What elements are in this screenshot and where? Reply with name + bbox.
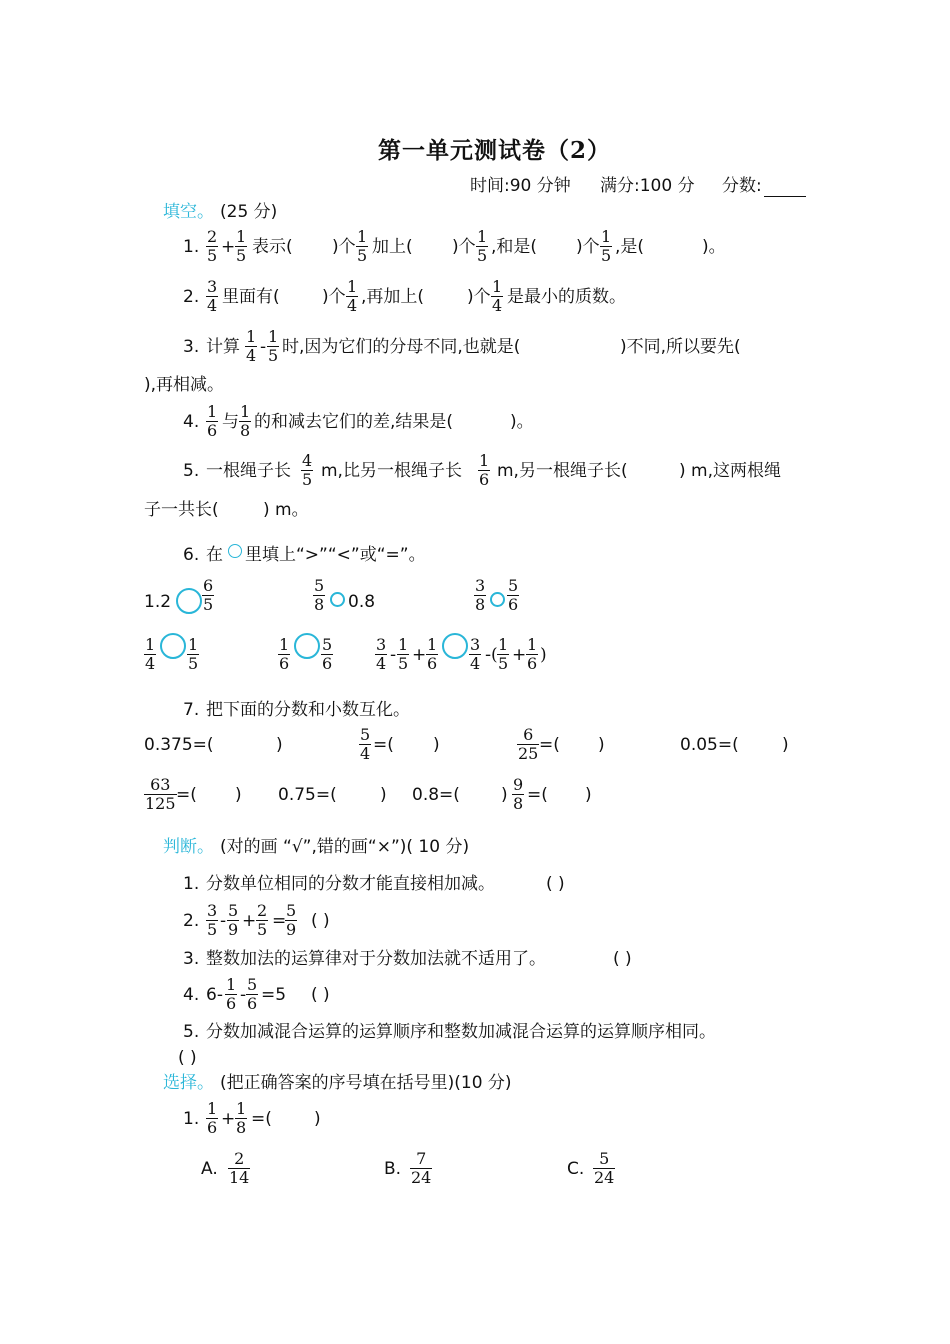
q5-text: 子一共长( — [144, 500, 219, 520]
fraction: $\frac{1}{6}$ — [279, 635, 290, 673]
q3-text: 时,因为它们的分母不同,也就是( — [282, 337, 521, 357]
q3-number: 3. — [183, 337, 200, 357]
fraction: $\frac{3}{4}$ — [470, 635, 481, 673]
plus-sign: + — [242, 911, 257, 931]
compare-circle[interactable] — [442, 633, 468, 659]
convert-item: =( — [527, 785, 548, 805]
convert-item: ) — [235, 785, 242, 805]
q1-text: 加上( — [372, 237, 413, 257]
fraction: $\frac{9}{8}$ — [513, 775, 524, 813]
score-blank[interactable] — [764, 196, 806, 197]
q5-text: ) m,这两根绳 — [679, 461, 781, 481]
q7-number: 7. — [183, 700, 200, 720]
compare-circle[interactable] — [294, 633, 320, 659]
convert-item: ) — [501, 785, 508, 805]
judge-q1-text: 分数单位相同的分数才能直接相加减。 — [206, 874, 495, 894]
judge-q1-number: 1. — [183, 874, 200, 894]
plus-sign: + — [512, 645, 527, 665]
q4-text: 的和减去它们的差,结果是( — [254, 412, 454, 432]
q7-text: 把下面的分数和小数互化。 — [206, 700, 410, 720]
judge-q4-number: 4. — [183, 985, 200, 1005]
q6-number: 6. — [183, 545, 200, 565]
page-title: 第一单元测试卷（2） — [378, 137, 612, 164]
convert-item: ) — [276, 735, 283, 755]
option-a-label[interactable]: A. — [201, 1159, 218, 1179]
q1-text: )个 — [576, 237, 600, 257]
q1-text: )。 — [702, 237, 726, 257]
option-c-label[interactable]: C. — [567, 1159, 585, 1179]
judge-q5-text: 分数加减混合运算的运算顺序和整数加减混合运算的运算顺序相同。 — [206, 1022, 716, 1042]
convert-item: 0.375=( — [144, 735, 214, 755]
q1-text: 表示( — [252, 237, 293, 257]
minus-sign: - — [220, 911, 227, 931]
fraction: $\frac{2}{5}$ — [207, 227, 218, 265]
q3-text: ),再相减。 — [144, 375, 225, 395]
compare-circle[interactable] — [330, 592, 345, 607]
fraction: $\frac{1}{6}$ — [479, 451, 490, 489]
equals-sign: = — [272, 911, 287, 931]
fraction: $\frac{1}{6}$ — [427, 635, 438, 673]
fraction: $\frac{63}{125}$ — [145, 775, 176, 813]
judge-q5-number: 5. — [183, 1022, 200, 1042]
compare-value: 1.2 — [144, 592, 172, 612]
q2-text: ,再加上( — [361, 287, 425, 307]
fraction: $\frac{1}{5}$ — [188, 635, 199, 673]
fraction: $\frac{1}{4}$ — [492, 277, 503, 315]
fraction: $\frac{5}{24}$ — [594, 1149, 615, 1187]
convert-item: =( — [539, 735, 560, 755]
close-paren: ) — [540, 645, 547, 665]
q1-number: 1. — [183, 237, 200, 257]
minus-sign: - — [260, 337, 267, 357]
judge-q2-answer[interactable]: ( ) — [311, 911, 330, 931]
plus-sign: + — [221, 1109, 236, 1129]
compare-circle[interactable] — [490, 592, 505, 607]
fraction: $\frac{1}{8}$ — [240, 402, 251, 440]
judge-q3-text: 整数加法的运算律对于分数加法就不适用了。 — [206, 949, 546, 969]
convert-item: 0.75=( — [278, 785, 337, 805]
fraction: $\frac{5}{6}$ — [247, 975, 258, 1013]
minus-sign: - — [485, 645, 492, 665]
fraction: $\frac{5}{4}$ — [360, 725, 371, 763]
q1-text: ,是( — [615, 237, 645, 257]
choice-q1-number: 1. — [183, 1109, 200, 1129]
fraction: $\frac{5}{6}$ — [322, 635, 333, 673]
fraction: $\frac{3}{8}$ — [475, 576, 486, 614]
fraction: $\frac{1}{6}$ — [207, 402, 218, 440]
convert-item: ) — [433, 735, 440, 755]
fraction: $\frac{1}{5}$ — [398, 635, 409, 673]
convert-item: 0.05=( — [680, 735, 739, 755]
q2-text: 里面有( — [222, 287, 280, 307]
full-marks: 满分:100 分 — [600, 176, 695, 196]
q6-text: 里填上“>”“<”或“=”。 — [245, 545, 426, 565]
fraction: $\frac{1}{6}$ — [207, 1099, 218, 1137]
judge-q4-post: =5 — [261, 985, 287, 1005]
judge-q4-pre: 6- — [206, 985, 223, 1005]
section-judge-heading: 判断。 — [163, 837, 214, 857]
plus-sign: + — [412, 645, 427, 665]
q1-text: ,和是( — [491, 237, 538, 257]
q5-text: m,另一根绳子长( — [497, 461, 628, 481]
q5-text: ) m。 — [263, 500, 309, 520]
fraction: $\frac{1}{5}$ — [357, 227, 368, 265]
judge-q3-answer[interactable]: ( ) — [613, 949, 632, 969]
fraction: $\frac{3}{5}$ — [207, 901, 218, 939]
open-paren: ( — [491, 645, 498, 665]
choice-q1-text: ) — [314, 1109, 321, 1129]
fraction: $\frac{1}{5}$ — [236, 227, 247, 265]
fraction: $\frac{4}{5}$ — [302, 451, 313, 489]
score-label: 分数: — [722, 176, 762, 196]
fraction: $\frac{1}{5}$ — [477, 227, 488, 265]
q2-text: 是最小的质数。 — [507, 287, 626, 307]
fraction: $\frac{1}{4}$ — [145, 635, 156, 673]
convert-item: ) — [585, 785, 592, 805]
q4-number: 4. — [183, 412, 200, 432]
q4-text: 与 — [222, 412, 239, 432]
compare-value: 0.8 — [348, 592, 376, 612]
judge-q2-number: 2. — [183, 911, 200, 931]
convert-item: ) — [380, 785, 387, 805]
q2-text: )个 — [322, 287, 346, 307]
fraction: $\frac{5}{8}$ — [314, 576, 325, 614]
fraction: $\frac{5}{6}$ — [508, 576, 519, 614]
judge-q3-number: 3. — [183, 949, 200, 969]
fraction: $\frac{6}{25}$ — [518, 725, 539, 763]
section-choice-heading: 选择。 — [163, 1073, 214, 1093]
judge-q1-answer[interactable]: ( ) — [546, 874, 565, 894]
judge-q4-answer[interactable]: ( ) — [311, 985, 330, 1005]
section-fill-points: (25 分) — [220, 202, 278, 222]
fraction: $\frac{1}{8}$ — [236, 1099, 247, 1137]
judge-q5-answer[interactable]: ( ) — [178, 1048, 197, 1068]
compare-circle[interactable] — [176, 588, 202, 614]
fraction: $\frac{1}{5}$ — [268, 327, 279, 365]
minus-sign: - — [390, 645, 397, 665]
q1-text: )个 — [452, 237, 476, 257]
fraction: $\frac{3}{4}$ — [207, 277, 218, 315]
option-b-label[interactable]: B. — [384, 1159, 402, 1179]
q1-text: )个 — [332, 237, 356, 257]
convert-item: ) — [598, 735, 605, 755]
convert-item: =( — [176, 785, 197, 805]
compare-circle[interactable] — [160, 633, 186, 659]
q5-text: 一根绳子长 — [206, 461, 291, 481]
convert-item: =( — [373, 735, 394, 755]
fraction: $\frac{1}{4}$ — [246, 327, 257, 365]
fraction: $\frac{3}{4}$ — [376, 635, 387, 673]
section-fill-heading: 填空。 — [163, 202, 214, 222]
q6-text: 在 — [206, 545, 223, 565]
fraction: $\frac{7}{24}$ — [411, 1149, 432, 1187]
fraction: $\frac{2}{5}$ — [257, 901, 268, 939]
fraction: $\frac{1}{5}$ — [601, 227, 612, 265]
section-judge-instructions: (对的画 “√”,错的画“×”)( 10 分) — [220, 837, 470, 857]
circle-icon — [228, 544, 242, 558]
q3-text: )不同,所以要先( — [620, 337, 741, 357]
fraction: $\frac{1}{6}$ — [226, 975, 237, 1013]
convert-item: 0.8=( — [412, 785, 460, 805]
section-choice-instructions: (把正确答案的序号填在括号里)(10 分) — [220, 1073, 512, 1093]
fraction: $\frac{1}{4}$ — [347, 277, 358, 315]
q2-text: )个 — [467, 287, 491, 307]
q3-text: 计算 — [206, 337, 240, 357]
fraction: $\frac{2}{14}$ — [229, 1149, 250, 1187]
q5-text: m,比另一根绳子长 — [321, 461, 462, 481]
fraction: $\frac{5}{9}$ — [286, 901, 297, 939]
plus-sign: + — [221, 237, 236, 257]
fraction: $\frac{6}{5}$ — [203, 576, 214, 614]
convert-item: ) — [782, 735, 789, 755]
fraction: $\frac{5}{9}$ — [228, 901, 239, 939]
time-limit: 时间:90 分钟 — [470, 176, 571, 196]
q2-number: 2. — [183, 287, 200, 307]
minus-sign: - — [240, 985, 247, 1005]
q5-number: 5. — [183, 461, 200, 481]
fraction: $\frac{1}{6}$ — [527, 635, 538, 673]
q4-text: )。 — [510, 412, 534, 432]
fraction: $\frac{1}{5}$ — [498, 635, 509, 673]
choice-q1-text: =( — [251, 1109, 272, 1129]
